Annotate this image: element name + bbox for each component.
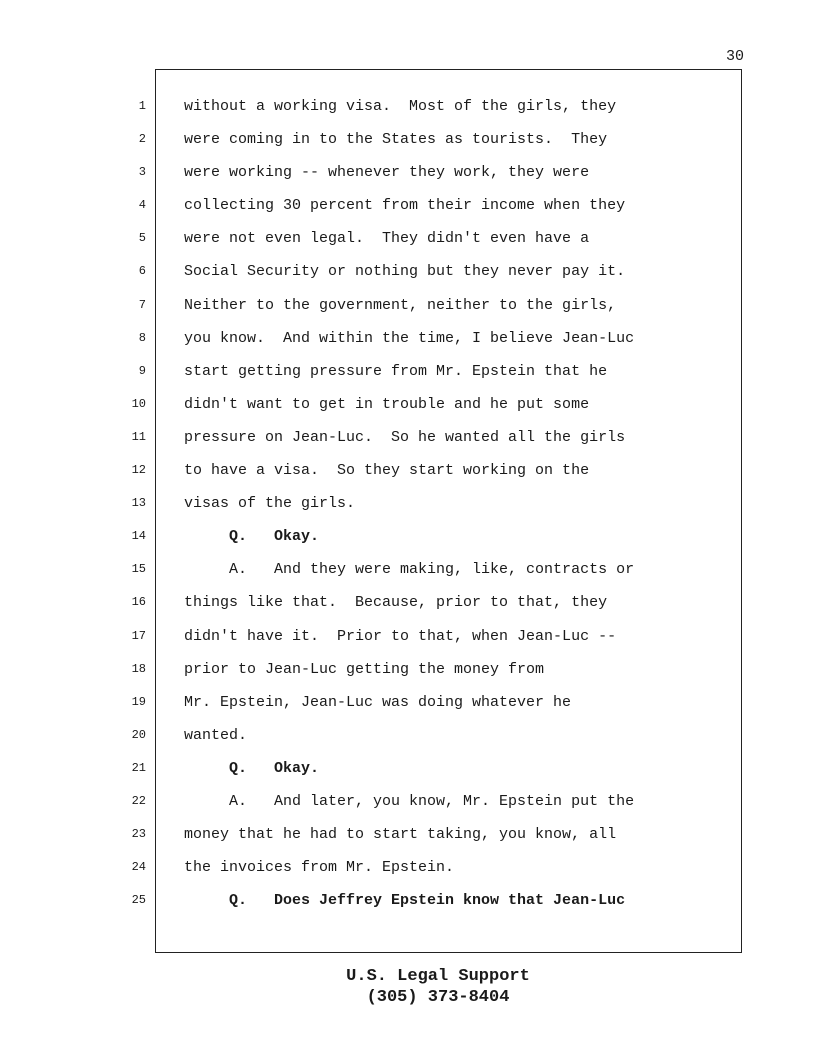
transcript-line: Neither to the government, neither to the girls, xyxy=(184,296,617,314)
transcript-line: A. And they were making, like, contracts or xyxy=(184,561,635,579)
transcript-line: wanted. xyxy=(184,726,248,744)
transcript-line: you know. And within the time, I believe Jean-Luc xyxy=(184,329,635,347)
transcript-line: things like that. Because, prior to that, they xyxy=(184,594,608,612)
line-number: 13 xyxy=(131,496,146,511)
line-number: 19 xyxy=(131,694,146,709)
transcript-line: A. And later, you know, Mr. Epstein put the xyxy=(184,792,635,810)
line-number: 5 xyxy=(138,231,146,246)
transcript-line: Q. Okay. xyxy=(184,759,320,777)
transcript-line: money that he had to start taking, you know, all xyxy=(184,826,617,844)
line-number: 21 xyxy=(131,760,146,775)
transcript-line: were coming in to the States as tourists. They xyxy=(184,131,608,149)
line-number: 14 xyxy=(131,529,146,544)
line-number: 8 xyxy=(138,330,146,345)
line-number: 24 xyxy=(131,860,146,875)
line-number: 12 xyxy=(131,463,146,478)
line-number: 18 xyxy=(131,661,146,676)
line-number: 6 xyxy=(138,264,146,279)
transcript-line: didn't have it. Prior to that, when Jean-Luc -- xyxy=(184,627,617,645)
transcript-line: to have a visa. So they start working on the xyxy=(184,462,590,480)
transcript-line: start getting pressure from Mr. Epstein that he xyxy=(184,362,608,380)
line-number: 16 xyxy=(131,595,146,610)
line-number: 25 xyxy=(131,893,146,908)
line-number: 11 xyxy=(131,429,146,444)
footer-phone: (305) 373-8404 xyxy=(366,988,510,1007)
line-number: 4 xyxy=(138,198,146,213)
line-number: 2 xyxy=(138,132,146,147)
transcript-line: the invoices from Mr. Epstein. xyxy=(184,859,455,877)
transcript-line: Q. Okay. xyxy=(184,528,320,546)
footer-company: U.S. Legal Support xyxy=(346,967,530,986)
line-number: 15 xyxy=(131,562,146,577)
transcript-line: Q. Does Jeffrey Epstein know that Jean-Luc xyxy=(184,892,626,910)
line-number: 3 xyxy=(138,165,146,180)
transcript-line: were not even legal. They didn't even have a xyxy=(184,230,590,248)
line-number: 1 xyxy=(138,99,146,113)
line-number: 23 xyxy=(131,827,146,842)
transcript-text xyxy=(184,97,734,924)
line-number: 22 xyxy=(131,793,146,808)
line-number: 20 xyxy=(131,727,146,742)
transcript-line: didn't want to get in trouble and he put some xyxy=(184,395,590,413)
transcript-line: without a working visa. Most of the girls, they xyxy=(184,98,617,115)
line-number: 7 xyxy=(138,297,146,312)
transcript-line: were working -- whenever they work, they were xyxy=(184,164,590,182)
transcript-line: Mr. Epstein, Jean-Luc was doing whatever he xyxy=(184,693,572,711)
transcript-line: visas of the girls. xyxy=(184,495,356,513)
footer xyxy=(0,966,816,1008)
transcript-line: Social Security or nothing but they never pay it. xyxy=(184,263,626,281)
transcript-line: collecting 30 percent from their income when they xyxy=(184,197,626,215)
transcript-line: prior to Jean-Luc getting the money from xyxy=(184,660,545,678)
line-number: 10 xyxy=(131,396,146,411)
line-number: 9 xyxy=(138,363,146,378)
line-number: 17 xyxy=(131,628,146,643)
line-number-column xyxy=(118,97,146,924)
page-number: 30 xyxy=(725,48,744,65)
transcript-line: pressure on Jean-Luc. So he wanted all the girls xyxy=(184,428,626,446)
